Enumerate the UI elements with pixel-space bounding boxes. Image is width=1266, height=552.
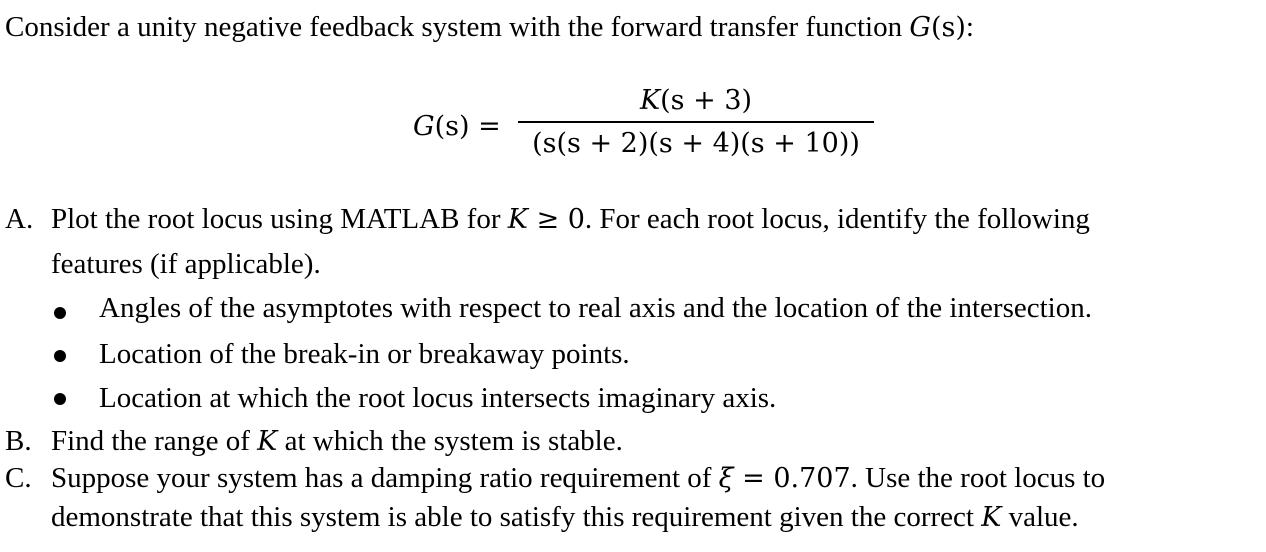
bullet-1-text: Angles of the asymptotes with respect to real axis and the location of the intersection. <box>99 292 1092 324</box>
part-b-label: B. <box>5 425 32 457</box>
part-b-text-after: at which the system is stable. <box>277 425 623 457</box>
bullet-2-marker <box>54 350 66 362</box>
part-c-line2-before: demonstrate that this system is able to satisfy this requirement given the correct <box>51 501 982 533</box>
intro-function-argument: (s) <box>930 12 966 43</box>
part-a-line-2: features (if applicable). <box>51 248 321 280</box>
part-a-label: A. <box>5 203 34 235</box>
equation-lhs-function: G <box>413 111 435 142</box>
intro-line <box>5 10 974 45</box>
part-a-variable: K <box>507 204 528 235</box>
equation-fraction <box>518 83 874 161</box>
bullet-3-marker <box>54 393 66 405</box>
bullet-2-text: Location of the break-in or breakaway points. <box>99 338 630 370</box>
part-b-line <box>51 424 623 459</box>
equation-numerator <box>518 83 874 118</box>
part-c-line-1 <box>51 461 1105 496</box>
equation-denominator: (s(s + 2)(s + 4)(s + 10)) <box>532 128 860 159</box>
part-c-damping-symbol: ξ <box>718 463 734 494</box>
equation-lhs-argument: (s) <box>434 111 470 142</box>
intro-text: Consider a unity negative feedback system with the forward transfer function <box>5 11 910 43</box>
part-c-text-before: Suppose your system has a damping ratio requirement of <box>51 462 719 494</box>
part-c-label: C. <box>5 462 32 494</box>
fraction-bar <box>518 121 874 123</box>
equation-numerator-term: (s + 3) <box>660 85 753 116</box>
equation-numerator-gain: K <box>639 85 661 116</box>
part-a-text-before: Plot the root locus using MATLAB for <box>51 203 508 235</box>
part-c-line-2 <box>51 500 1079 535</box>
part-a-text-after: . For each root locus, identify the following <box>584 203 1090 235</box>
part-b-text-before: Find the range of <box>51 425 258 457</box>
bullet-3-text: Location at which the root locus intersects imaginary axis. <box>99 382 777 414</box>
intro-colon: : <box>965 11 974 43</box>
part-b-variable: K <box>257 426 278 457</box>
part-a-line-1 <box>51 202 1090 237</box>
equation-lhs <box>413 109 501 144</box>
part-c-line2-after: value. <box>1001 501 1079 533</box>
part-c-damping-value: = 0.707 <box>733 463 851 494</box>
equation-equals-sign: = <box>469 111 501 142</box>
bullet-1-marker <box>54 307 66 319</box>
intro-function-name: G <box>909 12 931 43</box>
part-c-text-after: . Use the root locus to <box>850 462 1106 494</box>
part-c-line2-variable: K <box>981 502 1002 533</box>
part-a-condition: ≥ 0 <box>527 204 585 235</box>
